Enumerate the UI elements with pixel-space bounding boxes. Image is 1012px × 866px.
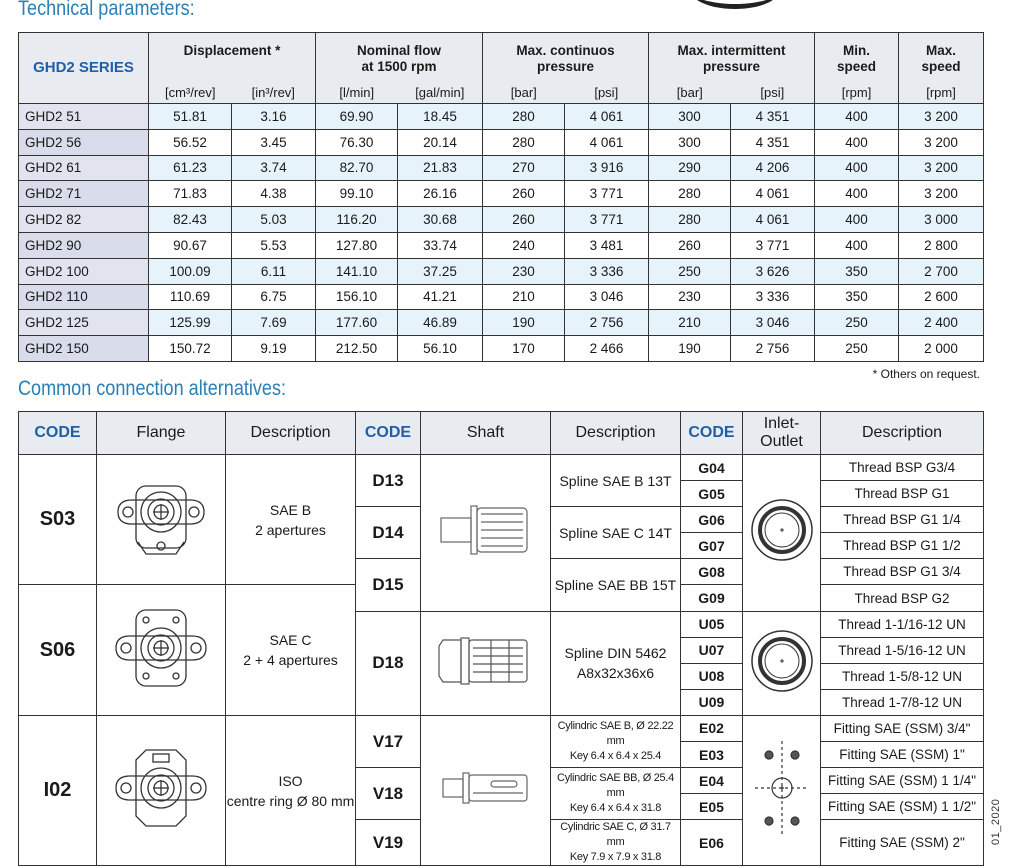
value-cell: 260 bbox=[483, 181, 565, 207]
port-description: Thread BSP G3/4 bbox=[821, 455, 984, 481]
value-cell: 82.70 bbox=[316, 155, 398, 181]
value-cell: 37.25 bbox=[398, 258, 483, 284]
value-cell: 280 bbox=[649, 181, 731, 207]
value-cell: 4.38 bbox=[232, 181, 316, 207]
flange-description: SAE C 2 + 4 apertures bbox=[226, 585, 356, 715]
inlet-outlet-header: Inlet-Outlet bbox=[743, 412, 821, 455]
table-row bbox=[19, 155, 984, 181]
value-cell: 3 046 bbox=[565, 284, 649, 310]
flange-sae-c-icon bbox=[106, 598, 216, 698]
flange-code: S03 bbox=[19, 455, 97, 585]
flange-iso-icon bbox=[106, 738, 216, 838]
value-cell: 210 bbox=[483, 284, 565, 310]
port-code: U09 bbox=[681, 689, 743, 715]
value-cell: 90.67 bbox=[149, 232, 232, 258]
port-description: Thread BSP G1 3/4 bbox=[821, 559, 984, 585]
value-cell: 99.10 bbox=[316, 181, 398, 207]
port-code: E03 bbox=[681, 742, 743, 768]
port-description: Thread 1-1/16-12 UN bbox=[821, 611, 984, 637]
value-cell: 20.14 bbox=[398, 129, 483, 155]
value-cell: 190 bbox=[483, 310, 565, 336]
value-cell: 190 bbox=[649, 336, 731, 362]
value-cell: 400 bbox=[815, 155, 899, 181]
port-code: G08 bbox=[681, 559, 743, 585]
flange-description: ISO centre ring Ø 80 mm bbox=[226, 715, 356, 865]
flange-header: Flange bbox=[97, 412, 226, 455]
value-cell: 3 000 bbox=[899, 207, 984, 233]
port-description: Thread BSP G1 1/4 bbox=[821, 507, 984, 533]
table-row bbox=[19, 284, 984, 310]
value-cell: 177.60 bbox=[316, 310, 398, 336]
value-cell: 290 bbox=[649, 155, 731, 181]
value-cell: 2 600 bbox=[899, 284, 984, 310]
port-description: Fitting SAE (SSM) 3/4" bbox=[821, 715, 984, 741]
un-port-drawing bbox=[743, 611, 821, 715]
value-cell: 400 bbox=[815, 129, 899, 155]
flange-sae-b-drawing bbox=[97, 455, 226, 585]
table-row bbox=[19, 207, 984, 233]
value-cell: 280 bbox=[483, 104, 565, 130]
port-description: Thread 1-5/16-12 UN bbox=[821, 637, 984, 663]
table-row bbox=[19, 232, 984, 258]
parameters-body bbox=[19, 104, 984, 362]
value-cell: 400 bbox=[815, 207, 899, 233]
port-code: U05 bbox=[681, 611, 743, 637]
table-row bbox=[19, 181, 984, 207]
cylindric-shaft-drawing bbox=[421, 715, 551, 865]
model-cell: GHD2 125 bbox=[19, 310, 149, 336]
value-cell: 125.99 bbox=[149, 310, 232, 336]
value-cell: 82.43 bbox=[149, 207, 232, 233]
port-description: Thread 1-7/8-12 UN bbox=[821, 689, 984, 715]
value-cell: 270 bbox=[483, 155, 565, 181]
value-cell: 2 000 bbox=[899, 336, 984, 362]
port-description: Fitting SAE (SSM) 2" bbox=[821, 820, 984, 866]
value-cell: 2 756 bbox=[731, 336, 815, 362]
shaft-code: D18 bbox=[356, 611, 421, 715]
value-cell: 56.52 bbox=[149, 129, 232, 155]
value-cell: 300 bbox=[649, 129, 731, 155]
port-description: Thread BSP G1 bbox=[821, 481, 984, 507]
model-cell: GHD2 90 bbox=[19, 232, 149, 258]
connection-alternatives-table bbox=[18, 411, 984, 866]
value-cell: 150.72 bbox=[149, 336, 232, 362]
port-description: Thread 1-5/8-12 UN bbox=[821, 663, 984, 689]
value-cell: 250 bbox=[815, 310, 899, 336]
value-cell: 400 bbox=[815, 232, 899, 258]
port-code: E04 bbox=[681, 768, 743, 794]
port-code: E05 bbox=[681, 794, 743, 820]
value-cell: 260 bbox=[649, 232, 731, 258]
value-cell: 170 bbox=[483, 336, 565, 362]
value-cell: 400 bbox=[815, 181, 899, 207]
value-cell: 116.20 bbox=[316, 207, 398, 233]
port-description: Fitting SAE (SSM) 1" bbox=[821, 742, 984, 768]
value-cell: 3 771 bbox=[731, 232, 815, 258]
value-cell: 250 bbox=[649, 258, 731, 284]
table-row bbox=[19, 336, 984, 362]
model-cell: GHD2 51 bbox=[19, 104, 149, 130]
max-speed-header: Max. speed bbox=[899, 33, 984, 82]
value-cell: 4 061 bbox=[731, 207, 815, 233]
value-cell: 5.53 bbox=[232, 232, 316, 258]
shaft-code: D13 bbox=[356, 455, 421, 507]
value-cell: 56.10 bbox=[398, 336, 483, 362]
model-cell: GHD2 110 bbox=[19, 284, 149, 310]
value-cell: 71.83 bbox=[149, 181, 232, 207]
value-cell: 240 bbox=[483, 232, 565, 258]
value-cell: 4 206 bbox=[731, 155, 815, 181]
shaft-description: Cylindric SAE B, Ø 22.22 mm Key 6.4 x 6.4 x 25.4 bbox=[551, 715, 681, 767]
unit-bar: [bar] bbox=[483, 81, 565, 104]
shaft-code: V18 bbox=[356, 768, 421, 820]
value-cell: 5.03 bbox=[232, 207, 316, 233]
value-cell: 6.11 bbox=[232, 258, 316, 284]
shaft-code: V19 bbox=[356, 820, 421, 866]
value-cell: 3.74 bbox=[232, 155, 316, 181]
port-description: Fitting SAE (SSM) 1 1/2" bbox=[821, 794, 984, 820]
value-cell: 69.90 bbox=[316, 104, 398, 130]
shaft-description: Spline SAE B 13T bbox=[551, 455, 681, 507]
value-cell: 3 200 bbox=[899, 104, 984, 130]
value-cell: 4 061 bbox=[565, 104, 649, 130]
value-cell: 2 400 bbox=[899, 310, 984, 336]
value-cell: 3 771 bbox=[565, 207, 649, 233]
bsp-port-drawing bbox=[743, 455, 821, 612]
model-cell: GHD2 61 bbox=[19, 155, 149, 181]
value-cell: 3 626 bbox=[731, 258, 815, 284]
flange-sae-c-drawing bbox=[97, 585, 226, 715]
series-header: GHD2 SERIES bbox=[19, 33, 149, 104]
model-cell: GHD2 82 bbox=[19, 207, 149, 233]
value-cell: 51.81 bbox=[149, 104, 232, 130]
shaft-code: D15 bbox=[356, 559, 421, 611]
unit-psi: [psi] bbox=[731, 81, 815, 104]
value-cell: 3 336 bbox=[731, 284, 815, 310]
unit-galmin: [gal/min] bbox=[398, 81, 483, 104]
value-cell: 280 bbox=[483, 129, 565, 155]
port-code: E06 bbox=[681, 820, 743, 866]
value-cell: 3 336 bbox=[565, 258, 649, 284]
din-spline-shaft-drawing bbox=[421, 611, 551, 715]
sae-fitting-drawing bbox=[743, 715, 821, 865]
port-description: Thread BSP G1 1/2 bbox=[821, 533, 984, 559]
min-speed-header: Min. speed bbox=[815, 33, 899, 82]
decorative-arc bbox=[690, 0, 780, 9]
table-row bbox=[19, 258, 984, 284]
flange-description: SAE B 2 apertures bbox=[226, 455, 356, 585]
model-cell: GHD2 100 bbox=[19, 258, 149, 284]
value-cell: 3 771 bbox=[565, 181, 649, 207]
value-cell: 46.89 bbox=[398, 310, 483, 336]
value-cell: 250 bbox=[815, 336, 899, 362]
value-cell: 41.21 bbox=[398, 284, 483, 310]
value-cell: 21.83 bbox=[398, 155, 483, 181]
unit-cm3: [cm³/rev] bbox=[149, 81, 232, 104]
flange-code: S06 bbox=[19, 585, 97, 715]
value-cell: 141.10 bbox=[316, 258, 398, 284]
shaft-description-header: Description bbox=[551, 412, 681, 455]
unit-in3: [in³/rev] bbox=[232, 81, 316, 104]
port-code-header: CODE bbox=[681, 412, 743, 455]
shaft-code: D14 bbox=[356, 507, 421, 559]
un-port-icon bbox=[747, 626, 817, 696]
value-cell: 100.09 bbox=[149, 258, 232, 284]
port-description: Fitting SAE (SSM) 1 1/4" bbox=[821, 768, 984, 794]
value-cell: 400 bbox=[815, 104, 899, 130]
model-cell: GHD2 71 bbox=[19, 181, 149, 207]
connection-alternatives-title: Common connection alternatives: bbox=[18, 377, 287, 400]
shaft-code: V17 bbox=[356, 715, 421, 767]
value-cell: 300 bbox=[649, 104, 731, 130]
flange-code: I02 bbox=[19, 715, 97, 865]
flange-iso-drawing bbox=[97, 715, 226, 865]
table-row bbox=[19, 310, 984, 336]
shaft-code-header: CODE bbox=[356, 412, 421, 455]
shaft-header: Shaft bbox=[421, 412, 551, 455]
value-cell: 4 351 bbox=[731, 104, 815, 130]
bsp-port-icon bbox=[747, 495, 817, 565]
value-cell: 33.74 bbox=[398, 232, 483, 258]
document-code: 01_2020 bbox=[990, 798, 1002, 845]
value-cell: 110.69 bbox=[149, 284, 232, 310]
displacement-header: Displacement * bbox=[149, 33, 316, 82]
value-cell: 2 466 bbox=[565, 336, 649, 362]
unit-bar: [bar] bbox=[649, 81, 731, 104]
port-code: U08 bbox=[681, 663, 743, 689]
footnote: * Others on request. bbox=[872, 367, 980, 381]
value-cell: 3.16 bbox=[232, 104, 316, 130]
value-cell: 3.45 bbox=[232, 129, 316, 155]
shaft-description: Spline SAE C 14T bbox=[551, 507, 681, 559]
spline-shaft-icon bbox=[431, 490, 541, 570]
max-continuous-pressure-header: Max. continuos pressure bbox=[483, 33, 649, 82]
din-spline-shaft-icon bbox=[431, 626, 541, 696]
port-code: G04 bbox=[681, 455, 743, 481]
value-cell: 3 200 bbox=[899, 129, 984, 155]
technical-parameters-table bbox=[18, 32, 984, 362]
unit-rpm: [rpm] bbox=[899, 81, 984, 104]
value-cell: 61.23 bbox=[149, 155, 232, 181]
value-cell: 2 800 bbox=[899, 232, 984, 258]
value-cell: 156.10 bbox=[316, 284, 398, 310]
value-cell: 4 351 bbox=[731, 129, 815, 155]
value-cell: 3 046 bbox=[731, 310, 815, 336]
value-cell: 3 916 bbox=[565, 155, 649, 181]
value-cell: 210 bbox=[649, 310, 731, 336]
value-cell: 7.69 bbox=[232, 310, 316, 336]
value-cell: 30.68 bbox=[398, 207, 483, 233]
port-code: G06 bbox=[681, 507, 743, 533]
table-row bbox=[19, 129, 984, 155]
value-cell: 3 200 bbox=[899, 181, 984, 207]
shaft-description: Spline SAE BB 15T bbox=[551, 559, 681, 611]
value-cell: 230 bbox=[649, 284, 731, 310]
nominal-flow-header: Nominal flow at 1500 rpm bbox=[316, 33, 483, 82]
value-cell: 3 200 bbox=[899, 155, 984, 181]
shaft-description: Spline DIN 5462 A8x32x36x6 bbox=[551, 611, 681, 715]
sae-fitting-icon bbox=[747, 733, 817, 843]
shaft-description: Cylindric SAE C, Ø 31.7 mm Key 7.9 x 7.9 x 31.8 bbox=[551, 820, 681, 866]
unit-lmin: [l/min] bbox=[316, 81, 398, 104]
spline-shaft-drawing bbox=[421, 455, 551, 612]
value-cell: 212.50 bbox=[316, 336, 398, 362]
value-cell: 26.16 bbox=[398, 181, 483, 207]
value-cell: 2 700 bbox=[899, 258, 984, 284]
flange-code-header: CODE bbox=[19, 412, 97, 455]
port-code: G09 bbox=[681, 585, 743, 611]
port-code: G05 bbox=[681, 481, 743, 507]
value-cell: 9.19 bbox=[232, 336, 316, 362]
max-intermittent-pressure-header: Max. intermittent pressure bbox=[649, 33, 815, 82]
cylindric-shaft-icon bbox=[431, 753, 541, 823]
port-description: Thread BSP G2 bbox=[821, 585, 984, 611]
port-code: U07 bbox=[681, 637, 743, 663]
value-cell: 2 756 bbox=[565, 310, 649, 336]
value-cell: 230 bbox=[483, 258, 565, 284]
value-cell: 260 bbox=[483, 207, 565, 233]
value-cell: 350 bbox=[815, 258, 899, 284]
value-cell: 18.45 bbox=[398, 104, 483, 130]
model-cell: GHD2 56 bbox=[19, 129, 149, 155]
value-cell: 127.80 bbox=[316, 232, 398, 258]
flange-description-header: Description bbox=[226, 412, 356, 455]
value-cell: 280 bbox=[649, 207, 731, 233]
port-code: G07 bbox=[681, 533, 743, 559]
shaft-description: Cylindric SAE BB, Ø 25.4 mm Key 6.4 x 6.4 x 31.8 bbox=[551, 768, 681, 820]
flange-sae-b-icon bbox=[106, 472, 216, 562]
value-cell: 4 061 bbox=[731, 181, 815, 207]
technical-parameters-title: Technical parameters: bbox=[18, 0, 195, 20]
table-row bbox=[19, 104, 984, 130]
port-description-header: Description bbox=[821, 412, 984, 455]
value-cell: 3 481 bbox=[565, 232, 649, 258]
unit-rpm: [rpm] bbox=[815, 81, 899, 104]
model-cell: GHD2 150 bbox=[19, 336, 149, 362]
value-cell: 4 061 bbox=[565, 129, 649, 155]
unit-psi: [psi] bbox=[565, 81, 649, 104]
value-cell: 6.75 bbox=[232, 284, 316, 310]
port-code: E02 bbox=[681, 715, 743, 741]
value-cell: 76.30 bbox=[316, 129, 398, 155]
value-cell: 350 bbox=[815, 284, 899, 310]
